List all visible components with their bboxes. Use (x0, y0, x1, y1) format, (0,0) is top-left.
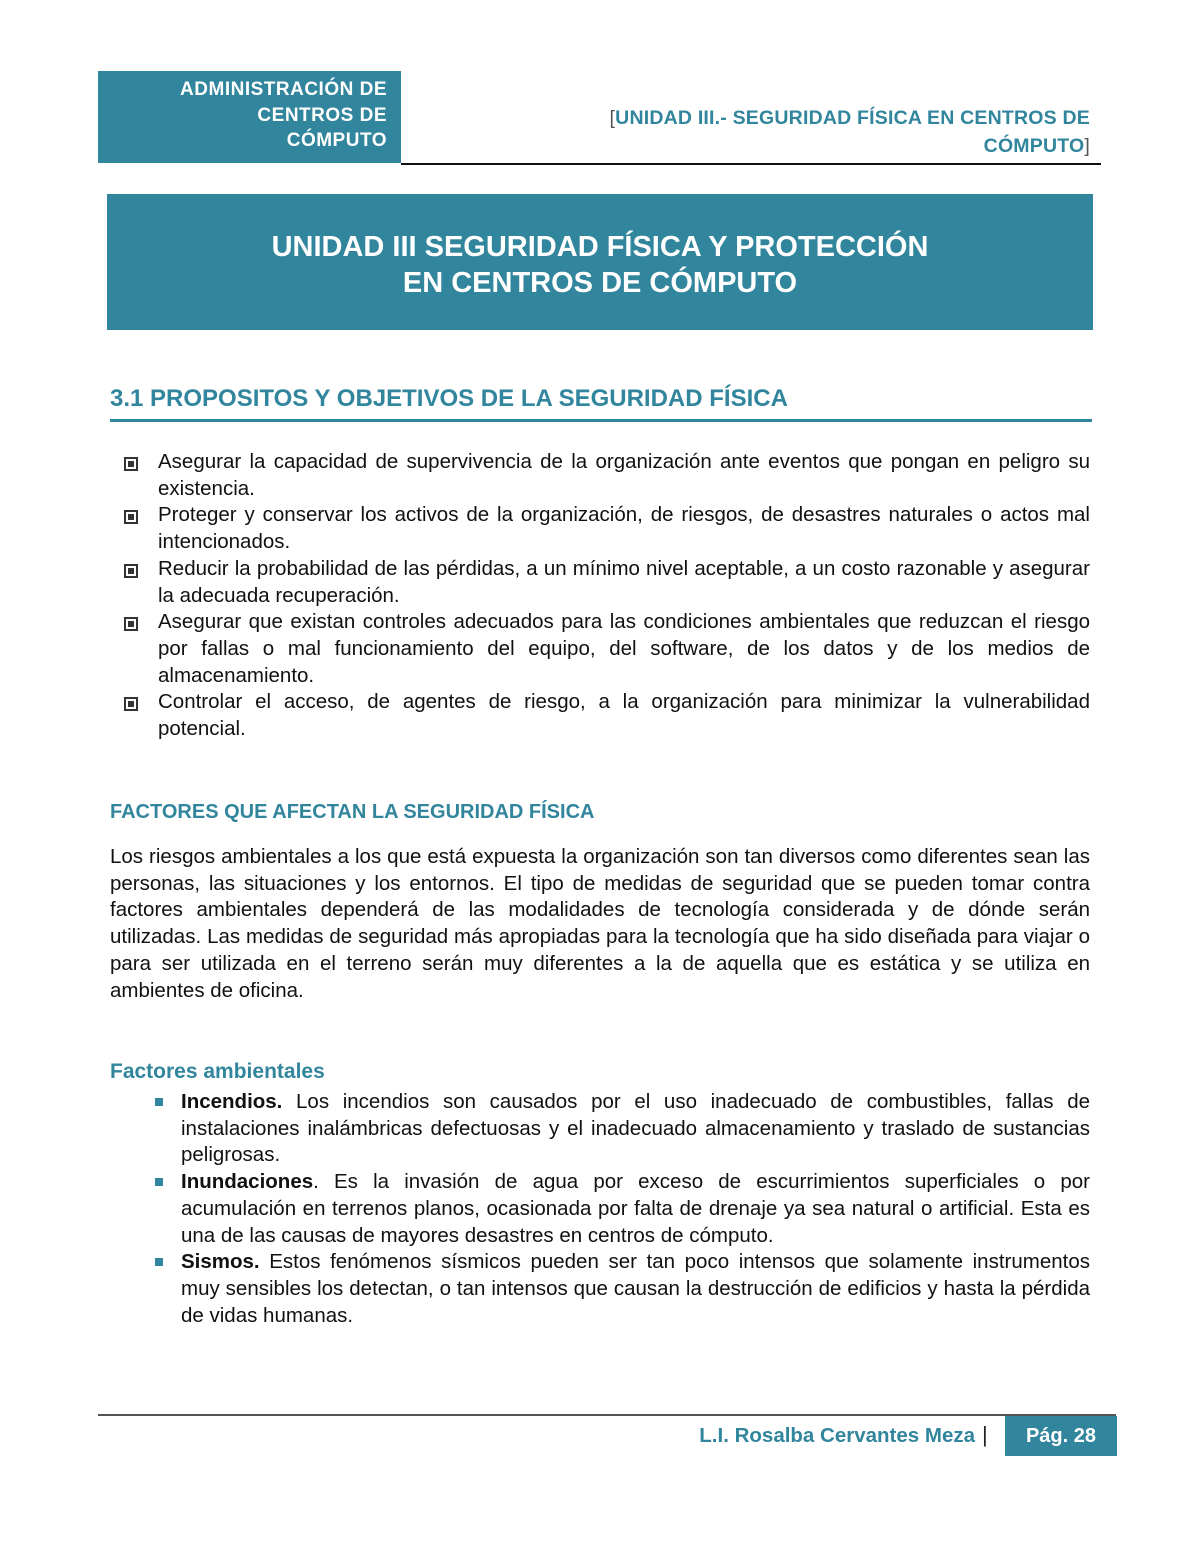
footer-rule (98, 1414, 1116, 1416)
item-term: Sismos. (181, 1250, 260, 1274)
bracket-close: ] (1084, 135, 1090, 157)
list-item (155, 1089, 1090, 1169)
item-text: Estos fenómenos sísmicos pueden ser tan poco intensos que solamente instrumentos muy sensibles los detectan, o tan intensos que causan la destrucción de edificios y hasta la pérdida de vidas humanas. (181, 1250, 1090, 1327)
ambientales-list (155, 1089, 1090, 1329)
header-unit-line-1: UNIDAD III.- SEGURIDAD FÍSICA EN CENTROS DE (615, 107, 1090, 129)
unit-title-line-1: UNIDAD III SEGURIDAD FÍSICA Y PROTECCIÓN (271, 231, 929, 263)
objectives-list (110, 449, 1090, 743)
square-bullet-icon (124, 510, 138, 524)
header-course-line-3: CÓMPUTO (286, 130, 387, 151)
list-item (110, 556, 1090, 609)
square-bullet-icon (124, 617, 138, 631)
ambientales-heading: Factores ambientales (110, 1060, 325, 1083)
item-text: Los incendios son causados por el uso inadecuado de combustibles, fallas de instalaciones inalámbricas defectuosas y el inadecuado almacenamiento y traslado de sustancias peligrosas. (181, 1090, 1090, 1167)
square-bullet-icon (124, 564, 138, 578)
list-item (110, 502, 1090, 555)
objective-text: Reducir la probabilidad de las pérdidas, a un mínimo nivel aceptable, a un costo razonable y asegurar la adecuada recuperación. (158, 556, 1090, 607)
factors-paragraph: Los riesgos ambientales a los que está expuesta la organización son tan diversos como diferentes sean las personas, las situaciones y los entornos. El tipo de medidas de seguridad que se pueden tomar contra factores ambientales dependerá de las modalidades de tecnología considerada y de dónde serán utilizadas. Las medidas de seguridad más apropiadas para la tecnología que ha sido diseñada para viajar o para ser utilizada en el terreno serán muy diferentes a la de aquella que es estática y se utiliza en ambientes de oficina. (110, 845, 1090, 1002)
header-unit-title (490, 104, 1090, 160)
header-unit-line-2: CÓMPUTO (983, 135, 1085, 157)
header-rule (401, 163, 1101, 165)
unit-title-line-2: EN CENTROS DE CÓMPUTO (402, 267, 798, 299)
list-item (155, 1249, 1090, 1329)
footer-author: L.I. Rosalba Cervantes Meza (699, 1424, 975, 1447)
objective-text: Asegurar que existan controles adecuados para las condiciones ambientales que reduzcan el riesgo por fallas o mal funcionamiento del equipo, del software, de los datos y de los medios de almacenamiento. (158, 610, 1090, 687)
item-term: Incendios. (181, 1090, 283, 1113)
page-number: Pág. 28 (1005, 1416, 1117, 1456)
header-course-line-1: ADMINISTRACIÓN DE (180, 79, 387, 100)
square-bullet-icon (124, 457, 138, 471)
footer-separator: | (982, 1422, 988, 1447)
square-bullet-icon (155, 1178, 163, 1186)
list-item (110, 449, 1090, 502)
item-text: . Es la invasión de agua por exceso de escurrimientos superficiales o por acumulación en terrenos planos, ocasionada por falta de drenaje ya sea natural o artificial. Esta es una de las causas de mayores desastres en centros de cómputo. (181, 1170, 1090, 1247)
list-item (110, 689, 1090, 742)
objective-text: Proteger y conservar los activos de la organización, de riesgos, de desastres naturales o actos mal intencionados. (158, 503, 1090, 554)
list-item (155, 1169, 1090, 1249)
objective-text: Controlar el acceso, de agentes de riesgo, a la organización para minimizar la vulnerabilidad potencial. (158, 690, 1090, 741)
header-course-line-2: CENTROS DE (257, 104, 387, 126)
square-bullet-icon (155, 1098, 163, 1106)
list-item (110, 609, 1090, 689)
factors-heading: FACTORES QUE AFECTAN LA SEGURIDAD FÍSICA (110, 801, 595, 823)
square-bullet-icon (124, 697, 138, 711)
item-term: Inundaciones (181, 1170, 314, 1194)
objective-text: Asegurar la capacidad de supervivencia de la organización ante eventos que pongan en peligro su existencia. (158, 450, 1090, 500)
bracket-open: [ (609, 107, 616, 129)
section-heading: 3.1 PROPOSITOS Y OBJETIVOS DE LA SEGURIDAD FÍSICA (110, 383, 1092, 422)
header-course-box (98, 71, 401, 163)
unit-title-band (107, 194, 1093, 330)
square-bullet-icon (155, 1258, 163, 1266)
